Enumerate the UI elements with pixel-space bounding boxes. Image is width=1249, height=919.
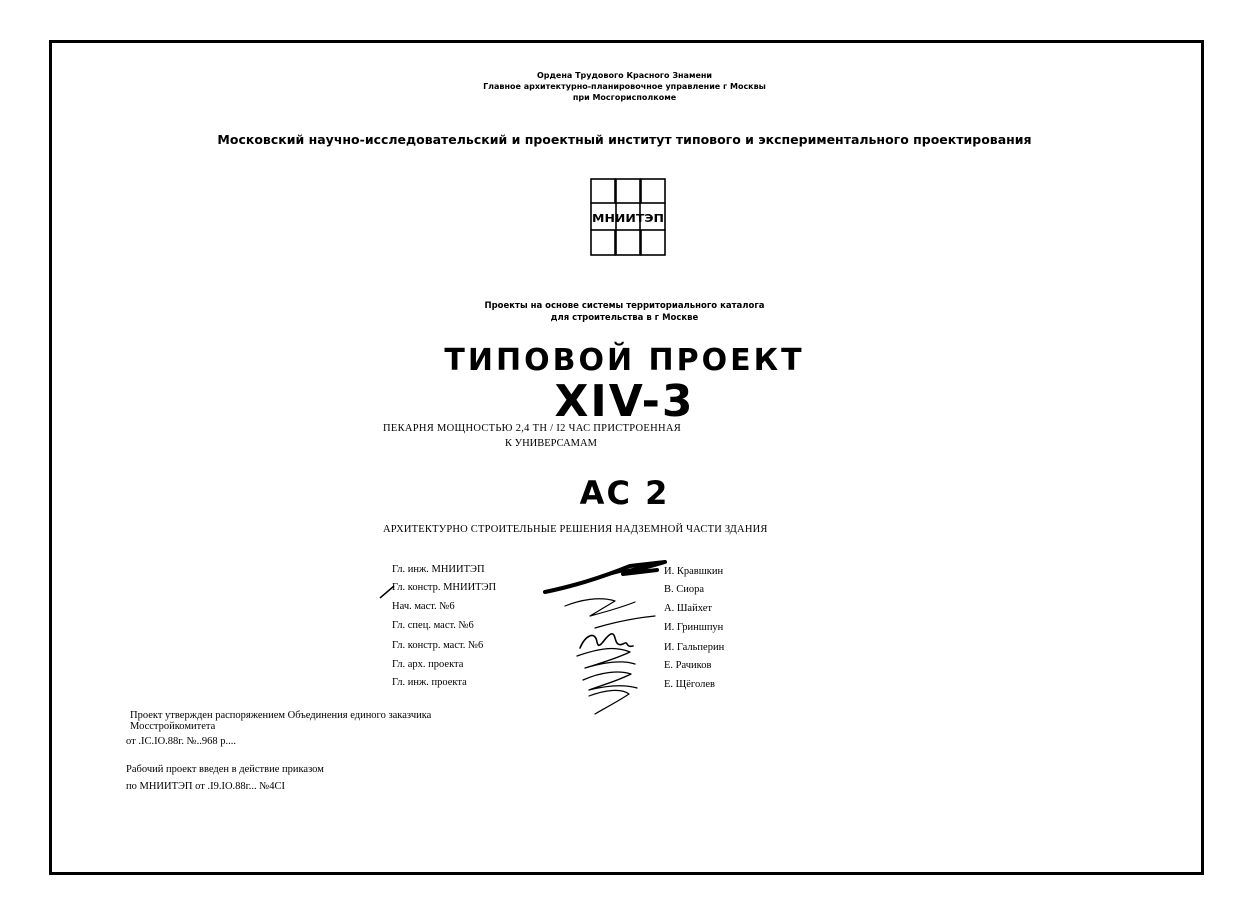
signatory-name: И. Гриншпун <box>664 622 724 633</box>
working-project-line-1: Рабочий проект введен в действие приказом <box>126 764 324 775</box>
header-line-1: Ордена Трудового Красного Знамени <box>536 71 713 80</box>
catalog-line-2: для строительства в г Москве <box>550 313 699 323</box>
signatory-name: Е. Щёголев <box>664 679 715 690</box>
signatory-name: И. Кравшкин <box>664 566 724 577</box>
header-line-3: при Мосгорисполкоме <box>572 93 677 102</box>
signatory-position: Гл. инж. МНИИТЭП <box>392 564 485 575</box>
signatory-position: Гл. инж. проекта <box>392 677 467 688</box>
logo-text: МНИИТЭП <box>592 212 664 225</box>
signatory-position: Гл. арх. проекта <box>392 659 464 670</box>
project-description-line-2: К УНИВЕРСАМАМ <box>505 438 597 449</box>
signatory-position: Гл. спец. маст. №6 <box>392 620 474 631</box>
project-title: ТИПОВОЙ ПРОЕКТ <box>444 343 805 378</box>
catalog-line-1: Проекты на основе системы территориального каталога <box>484 301 765 311</box>
section-title: АРХИТЕКТУРНО СТРОИТЕЛЬНЫЕ РЕШЕНИЯ НАДЗЕМНОЙ ЧАСТИ ЗДАНИЯ <box>383 524 768 535</box>
signatory-name: А. Шайхет <box>664 603 712 614</box>
signatory-position: Гл. констр. МНИИТЭП <box>392 582 497 593</box>
project-number: XIV-3 <box>554 376 695 427</box>
signatory-name: В. Сиора <box>664 584 705 595</box>
signatory-name: И. Гальперин <box>664 642 725 653</box>
approval-line-2: Мосстройкомитета <box>130 721 216 732</box>
signatory-name: Е. Рачиков <box>664 660 712 671</box>
project-description-line-1: ПЕКАРНЯ МОЩНОСТЬЮ 2,4 ТН / I2 ЧАС ПРИСТРОЕННАЯ <box>383 423 682 434</box>
approval-line-3: от .IC.IO.88г. №..968 р.... <box>126 736 237 747</box>
signatory-position: Гл. констр. маст. №6 <box>392 640 484 651</box>
check-mark <box>378 584 398 600</box>
header-line-2: Главное архитектурно-планировочное управление г Москвы <box>483 82 766 91</box>
section-code: АС 2 <box>579 474 670 512</box>
signatory-position: Нач. маст. №6 <box>392 601 455 612</box>
institute-name: Московский научно-исследовательский и проектный институт типового и экспериментального проектирования <box>217 132 1032 147</box>
institute-logo <box>590 178 666 256</box>
document-frame <box>49 40 1204 875</box>
working-project-line-2: по МНИИТЭП от .I9.IO.88г... №4CI <box>126 781 286 792</box>
signature-strokes <box>505 556 675 716</box>
approval-line-1: Проект утвержден распоряжением Объединения единого заказчика <box>130 710 432 721</box>
